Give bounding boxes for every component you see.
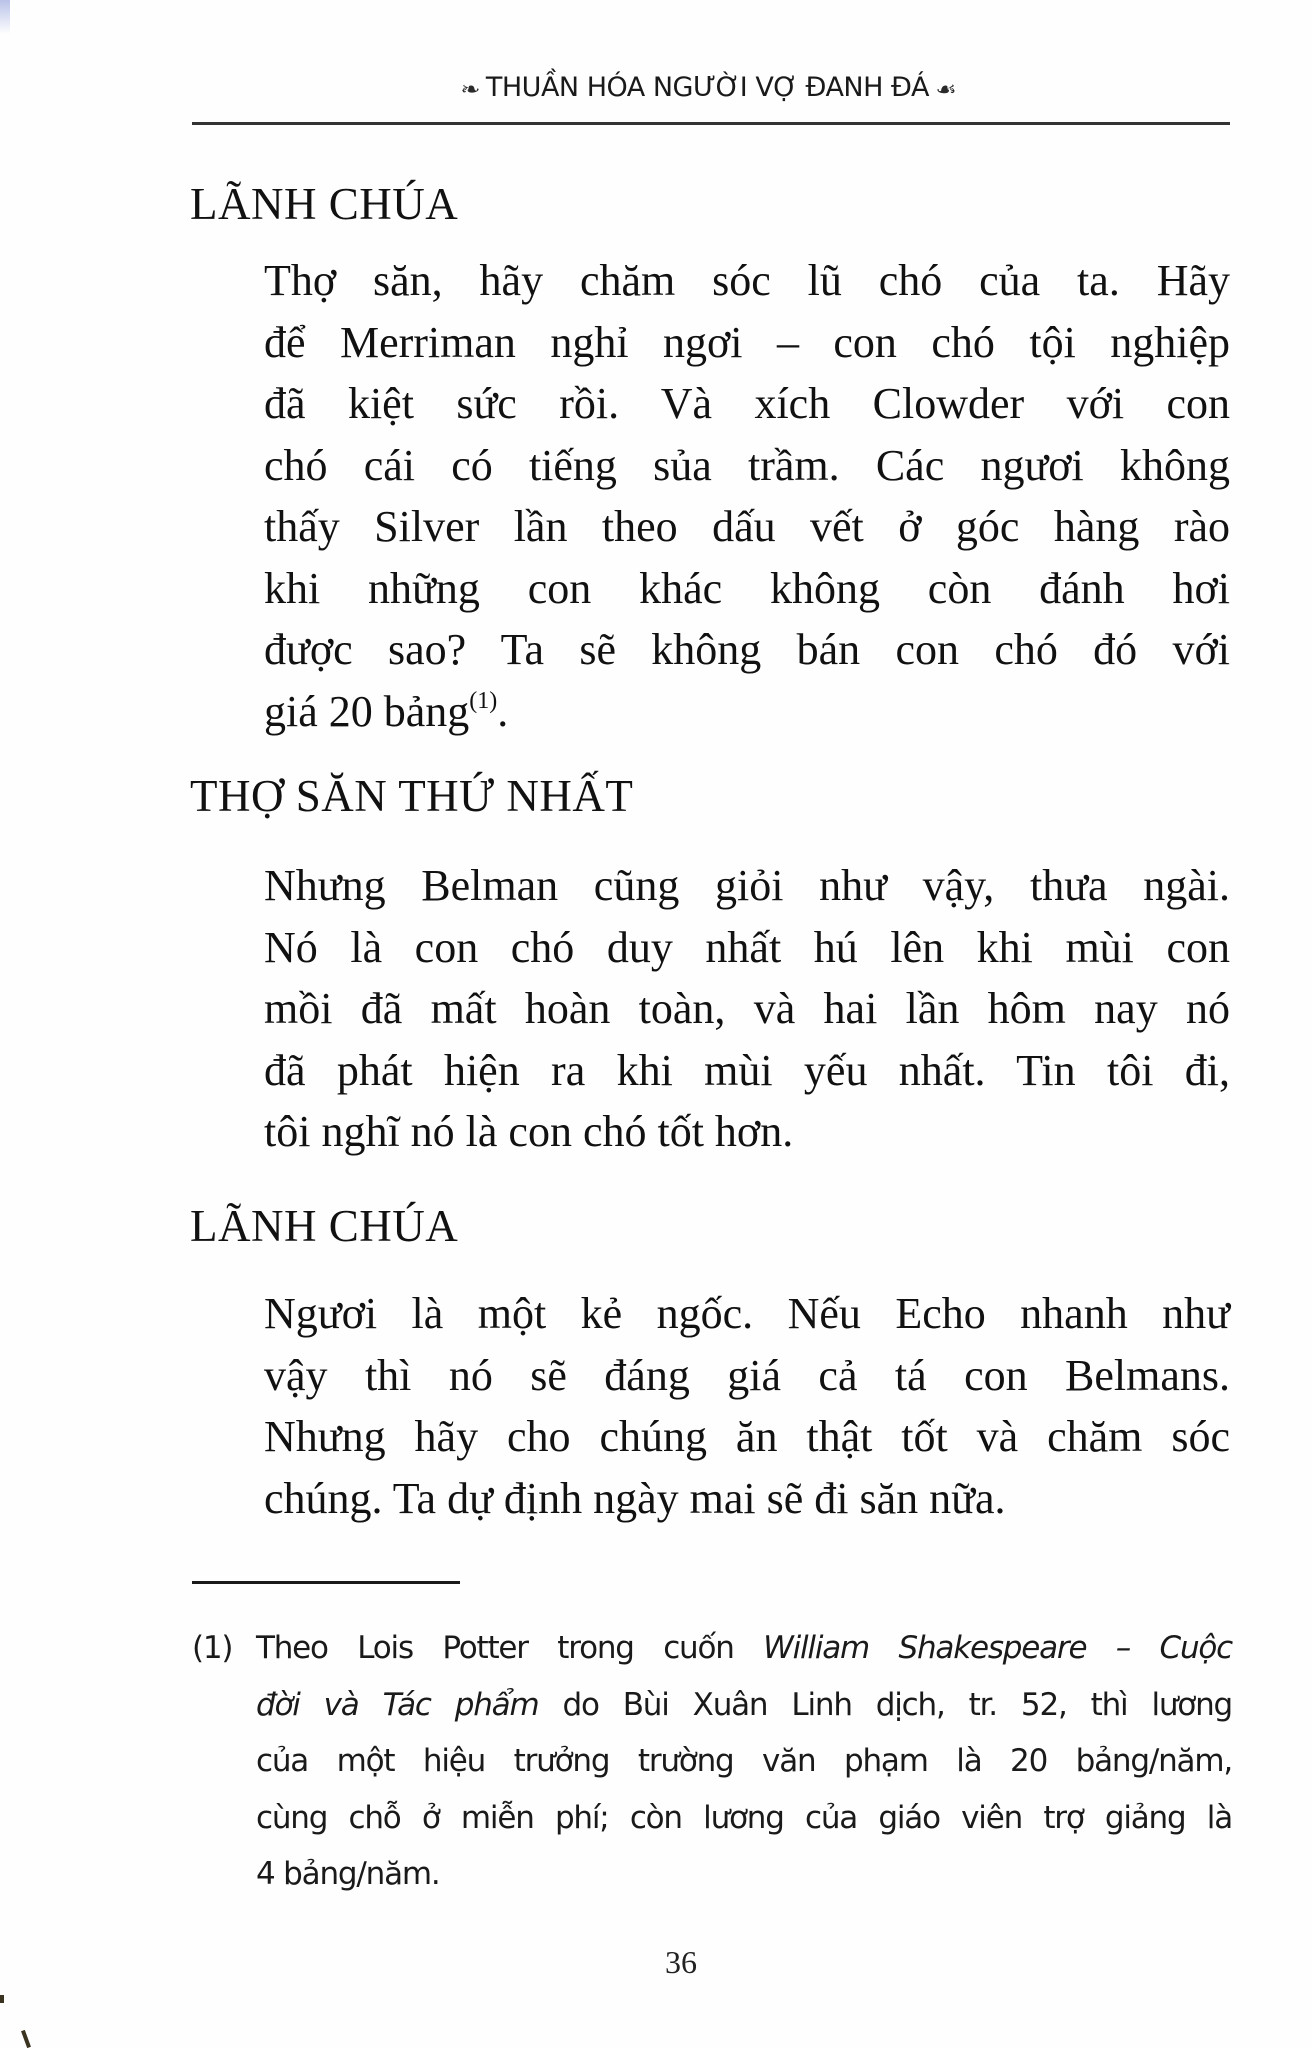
speech-line: Ngươi là một kẻ ngốc. Nếu Echo nhanh như [264, 1289, 1230, 1338]
book-title: THUẦN HÓA NGƯỜI VỢ ĐANH ĐÁ [485, 72, 929, 103]
speech-line: chó cái có tiếng sủa trầm. Các ngươi không [264, 440, 1230, 490]
footnote-line [256, 1677, 1232, 1734]
speech-line: khi những con khác không còn đánh hơi [264, 563, 1230, 613]
header-rule [192, 122, 1230, 125]
speaker-name: LÃNH CHÚA [190, 1201, 459, 1251]
footnote-body [256, 1620, 1232, 1903]
scan-edge-mark [0, 1995, 4, 2003]
footnote-reference[interactable]: (1) [469, 687, 498, 714]
footnote-rule [192, 1581, 460, 1584]
speaker-name: LÃNH CHÚA [190, 179, 459, 229]
speech-line: Nó là con chó duy nhất hú lên khi mùi con [264, 922, 1230, 972]
speech-line: thấy Silver lần theo dấu vết ở góc hàng rào [264, 502, 1230, 551]
speaker-name: THỢ SĂN THỨ NHẤT [190, 771, 634, 821]
footnote [192, 1620, 1232, 1903]
footnote-marker: (1) [192, 1630, 233, 1666]
speech-line: đã phát hiện ra khi mùi yếu nhất. Tin tôi đi, [264, 1045, 1230, 1095]
speech-line: được sao? Ta sẽ không bán con chó đó với [264, 625, 1230, 674]
speech-line: để Merriman nghỉ ngơi – con chó tội nghiệp [264, 317, 1230, 367]
speech-line: vậy thì nó sẽ đáng giá cả tá con Belmans. [264, 1350, 1230, 1400]
running-header [0, 68, 1312, 109]
speech-block [264, 1283, 1230, 1529]
footnote-line: 4 bảng/năm. [256, 1856, 440, 1892]
ornament-right-icon: ☙ [935, 76, 957, 101]
scan-edge-mark [21, 2030, 31, 2048]
cited-title: đời và Tác phẩm [256, 1686, 539, 1723]
speech-text: giá 20 bảng [264, 686, 470, 736]
speech-line: chúng. Ta dự định ngày mai sẽ đi săn nữa. [264, 1473, 1006, 1523]
cited-title: William Shakespeare – Cuộc [763, 1630, 1232, 1666]
punctuation: . [497, 686, 509, 736]
footnote-text: do Bùi Xuân Linh dịch, tr. 52, thì lương [538, 1686, 1232, 1723]
page-number: 36 [665, 1944, 697, 1980]
speech-line: Nhưng hãy cho chúng ăn thật tốt và chăm sóc [264, 1412, 1230, 1461]
speech-block [264, 855, 1230, 1163]
scan-edge-shadow [0, 0, 10, 34]
footnote-text: Theo Lois Potter trong cuốn [256, 1630, 764, 1666]
speech-line: tôi nghĩ nó là con chó tốt hơn. [264, 1107, 794, 1156]
footnote-line: của một hiệu trưởng trường văn phạm là 20 bảng/năm, [256, 1743, 1232, 1779]
speech-line: đã kiệt sức rồi. Và xích Clowder với con [264, 379, 1230, 428]
footnote-line [256, 1620, 1232, 1677]
speech-line: Thợ săn, hãy chăm sóc lũ chó của ta. Hãy [264, 256, 1230, 305]
speech-block [264, 250, 1230, 742]
ornament-left-icon: ❧ [459, 76, 480, 101]
speech-line: mồi đã mất hoàn toàn, và hai lần hôm nay nó [264, 984, 1230, 1033]
speech-line: Nhưng Belman cũng giỏi như vậy, thưa ngài. [264, 861, 1230, 910]
speech-line [264, 681, 1230, 743]
footnote-line: cùng chỗ ở miễn phí; còn lương của giáo viên trợ giảng là [256, 1799, 1232, 1836]
